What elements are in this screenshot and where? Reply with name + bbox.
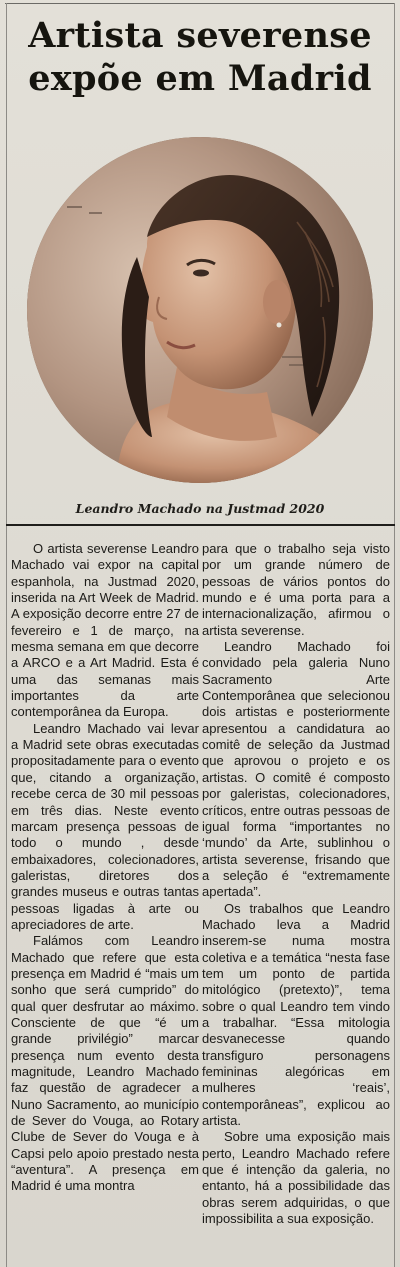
paragraph: Falámos com Leandro Machado que refere que esta presença em Madrid é “mais um sonho que será cumprido” do qual quer desfrutar ao máximo. Consciente de que “é um grande privilégio” marcar presença num evento desta magnitude, Leandro Machado faz questão de agradecer a Nuno Sacramento, ao município de Sever do Vouga, ao Rotary Clube de Sever do Vouga e à Capsi pelo apoio prestado nesta “aventura”. A presença em Madrid é uma montra <box>11 933 199 1194</box>
paragraph: Leandro Machado vai levar a Madrid sete obras executadas propositadamente para o evento que, citando a organização, recebe cerca de 30 mil pessoas em três dias. Neste evento marcam presença pessoas de todo o mundo , desde embaixadores, colecionadores, galeristas, diretores dos grandes museus e outras tantas pessoas ligadas à arte ou apreciadores de arte. <box>11 720 199 932</box>
paragraph: para que o trabalho seja visto por um grande número de pessoas de vários pontos do mundo e é uma porta para a internacionalização, afirmou o artista severense. <box>202 541 390 638</box>
article-photo <box>27 137 373 483</box>
headline-line-1: Artista severense <box>28 15 372 56</box>
paragraph: Sobre uma exposição mais perto, Leandro Machado refere que é intenção da galeria, no entanto, há a possibilidade das obras serem adquiridas, o que impossibilita a sua exposição. <box>202 1129 390 1227</box>
article-column-right <box>202 541 390 1227</box>
top-rule <box>5 3 395 4</box>
portrait-illustration <box>27 137 373 483</box>
paragraph: O artista severense Leandro Machado vai expor na capital espanhola, na Justmad 2020, inserida na Art Week de Madrid. A exposição decorre entre 27 de fevereiro e 1 de março, na mesma semana em que decorre a ARCO e a Art Madrid. Esta é uma das semanas mais importantes da arte contemporânea da Europa. <box>11 541 199 720</box>
article-headline <box>10 14 390 100</box>
article-column-left <box>11 541 199 1195</box>
right-rule <box>394 3 395 1267</box>
left-rule <box>6 3 7 1267</box>
photo-caption: Leandro Machado na Justmad 2020 <box>75 501 325 516</box>
caption-divider <box>6 524 395 526</box>
headline-line-2: expõe em Madrid <box>28 58 372 99</box>
paragraph: Os trabalhos que Leandro Machado leva a Madrid inserem-se numa mostra coletiva e a temática “nesta fase tem um ponto de partida mitológico (pretexto)”, tema sobre o qual Leandro tem vindo a trabalhar. “Essa mitologia desvanecesse quando transfiguro personagens femininas alegóricas em mulheres ‘reais’, contemporâneas”, explicou ao artista. <box>202 900 390 1129</box>
paragraph: Leandro Machado foi convidado pela galeria Nuno Sacramento Arte Contemporânea que selecionou dois artistas e posteriormente apresentou a candidatura ao comitê de seleção da Justmad que aprovou o projeto e os artistas. O comitê é composto por galeristas, colecionadores, críticos, entre outras pessoas de igual forma “importantes no ‘mundo’ da Arte, sublinhou o artista severense, frisando que a seleção é “extremamente apertada”. <box>202 639 390 900</box>
